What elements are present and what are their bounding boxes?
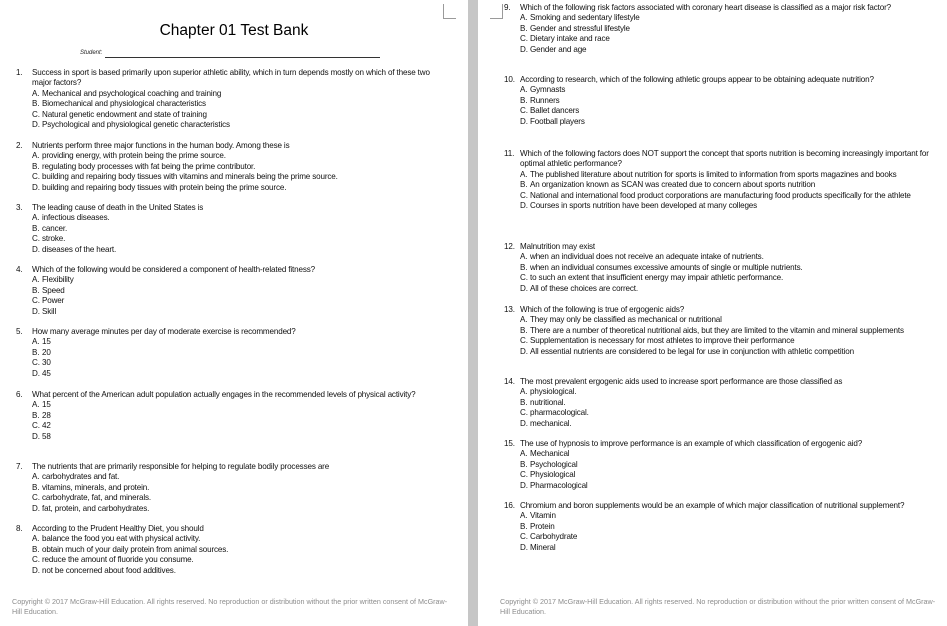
question-text: Which of the following would be considered a component of health-related fitness? [32, 265, 315, 274]
option-letter: D. [32, 368, 40, 378]
answer-option [504, 481, 934, 491]
option-letter: D. [32, 503, 40, 513]
question-number: 9. [504, 3, 511, 12]
option-letter: D. [520, 44, 528, 54]
option-text: Biomechanical and physiological characteristics [42, 99, 206, 109]
option-letter: A. [32, 472, 40, 482]
option-text: balance the food you eat with physical activity. [42, 534, 201, 544]
option-text: Football players [530, 116, 585, 126]
option-text: 30 [42, 358, 51, 368]
question-item [504, 75, 934, 127]
question-item [16, 203, 446, 255]
question-text: The leading cause of death in the United States is [32, 203, 204, 212]
option-text: not be concerned about food additives. [42, 565, 176, 575]
answer-option [504, 106, 934, 116]
option-text: Mineral [530, 542, 556, 552]
option-letter: B. [32, 347, 40, 357]
option-text: mechanical. [530, 418, 572, 428]
option-letter: C. [520, 273, 528, 283]
option-letter: A. [32, 400, 40, 410]
page-title: Chapter 01 Test Bank [159, 22, 309, 39]
answer-option [504, 315, 934, 325]
option-letter: C. [520, 34, 528, 44]
option-text: pharmacological. [530, 408, 589, 418]
answer-option [16, 307, 446, 317]
option-letter: D. [32, 565, 40, 575]
answer-option [504, 96, 934, 106]
option-text: diseases of the heart. [42, 244, 117, 254]
option-text: vitamins, minerals, and protein. [42, 482, 150, 492]
answer-option [504, 284, 934, 294]
option-letter: C. [32, 234, 40, 244]
answer-option [16, 534, 446, 544]
question-stem [504, 242, 934, 252]
question-stem [504, 439, 934, 449]
option-letter: B. [32, 99, 40, 109]
answer-option [16, 337, 446, 347]
question-text: Nutrients perform three major functions in the human body. Among these is [32, 141, 290, 150]
question-item [504, 501, 934, 553]
option-letter: D. [520, 418, 528, 428]
question-text: According to research, which of the following athletic groups appear to be obtaining adequate nutrition? [520, 75, 874, 84]
option-letter: A. [32, 275, 40, 285]
option-text: obtain much of your daily protein from animal sources. [42, 544, 229, 554]
option-text: Skill [42, 306, 57, 316]
option-letter: B. [32, 410, 40, 420]
option-text: 58 [42, 431, 51, 441]
answer-option [504, 470, 934, 480]
question-item [16, 390, 446, 442]
option-text: infectious diseases. [42, 213, 110, 223]
option-text: 42 [42, 421, 51, 431]
option-text: Smoking and sedentary lifestyle [530, 13, 640, 23]
answer-option [16, 483, 446, 493]
answer-option [504, 336, 934, 346]
option-text: regulating body processes with fat being the prime contributor. [42, 161, 256, 171]
question-text: The most prevalent ergogenic aids used to increase sport performance are those classified as [520, 377, 843, 386]
question-stem [16, 327, 446, 337]
answer-option [16, 172, 446, 182]
answer-option [504, 24, 934, 34]
option-letter: B. [32, 285, 40, 295]
option-text: 20 [42, 347, 51, 357]
option-letter: B. [520, 95, 528, 105]
question-text: Which of the following risk factors associated with coronary heart disease is classified as a major risk factor? [520, 3, 891, 12]
option-letter: D. [520, 480, 528, 490]
answer-option [16, 472, 446, 482]
answer-option [504, 543, 934, 553]
question-stem [16, 68, 446, 89]
student-name-line [105, 57, 380, 58]
option-letter: D. [32, 120, 40, 130]
option-text: 15 [42, 337, 51, 347]
answer-option [504, 273, 934, 283]
option-text: building and repairing body tissues with vitamins and minerals being the prime source. [42, 172, 338, 182]
option-text: carbohydrates and fat. [42, 472, 120, 482]
option-text: Physiological [530, 470, 576, 480]
question-stem [504, 3, 934, 13]
question-text: Which of the following is true of ergogenic aids? [520, 305, 685, 314]
option-letter: A. [32, 213, 40, 223]
option-text: 45 [42, 368, 51, 378]
question-stem [504, 501, 934, 511]
question-stem [16, 203, 446, 213]
question-number: 16. [504, 501, 515, 510]
option-text: building and repairing body tissues with protein being the prime source. [42, 182, 287, 192]
answer-option [504, 170, 934, 180]
crop-mark [443, 4, 456, 19]
option-text: Mechanical and psychological coaching and training [42, 88, 222, 98]
question-stem [16, 462, 446, 472]
question-stem [504, 305, 934, 315]
answer-option [16, 411, 446, 421]
option-letter: B. [32, 161, 40, 171]
question-item [504, 439, 934, 491]
question-item [16, 68, 446, 130]
option-text: Dietary intake and race [530, 34, 610, 44]
answer-option [16, 286, 446, 296]
option-text: nutritional. [530, 397, 566, 407]
answer-option [504, 191, 934, 201]
option-text: Protein [530, 521, 555, 531]
question-text: Chromium and boron supplements would be an example of which major classification of nutritional supplement? [520, 501, 905, 510]
option-text: Carbohydrate [530, 532, 578, 542]
answer-option [16, 358, 446, 368]
student-label: Student: [80, 50, 103, 56]
option-letter: C. [520, 532, 528, 542]
answer-option [504, 460, 934, 470]
answer-option [16, 545, 446, 555]
option-text: reduce the amount of fluoride you consume. [42, 555, 194, 565]
question-stem [16, 265, 446, 275]
answer-option [16, 89, 446, 99]
answer-option [504, 85, 934, 95]
option-letter: B. [32, 544, 40, 554]
answer-option [16, 151, 446, 161]
option-text: Gender and stressful lifestyle [530, 23, 630, 33]
option-letter: C. [32, 358, 40, 368]
option-letter: D. [520, 542, 528, 552]
option-letter: A. [520, 449, 528, 459]
option-text: 28 [42, 410, 51, 420]
option-letter: C. [520, 470, 528, 480]
question-stem [16, 141, 446, 151]
option-letter: D. [520, 346, 528, 356]
question-number: 7. [16, 462, 23, 471]
question-text: According to the Prudent Healthy Diet, you should [32, 524, 204, 533]
option-letter: A. [32, 337, 40, 347]
question-text: Which of the following factors does NOT support the concept that sports nutrition is becoming increasingly important for optimal athletic performance? [520, 149, 929, 169]
answer-option [504, 45, 934, 55]
question-item [504, 242, 934, 294]
option-text: providing energy, with protein being the prime source. [42, 151, 226, 161]
question-text: The use of hypnosis to improve performance is an example of which classification of ergogenic aid? [520, 439, 863, 448]
option-text: Gymnasts [530, 85, 566, 95]
option-letter: D. [520, 283, 528, 293]
option-letter: C. [32, 296, 40, 306]
question-text: The nutrients that are primarily responsible for helping to regulate bodily processes are [32, 462, 330, 471]
option-letter: A. [520, 169, 528, 179]
answer-option [504, 252, 934, 262]
option-letter: C. [32, 172, 40, 182]
question-number: 5. [16, 327, 23, 336]
option-letter: C. [520, 106, 528, 116]
option-text: to such an extent that insufficient energy may impair athletic performance. [530, 273, 784, 283]
option-letter: B. [520, 23, 528, 33]
option-text: fat, protein, and carbohydrates. [42, 503, 150, 513]
option-text: Gender and age [530, 44, 587, 54]
question-item [16, 462, 446, 514]
copyright-footer: Copyright © 2017 McGraw-Hill Education. All rights reserved. No reproduction or distribution without the prior written consent of McGraw-Hill Education. [12, 597, 448, 616]
option-letter: D. [32, 431, 40, 441]
option-letter: A. [520, 387, 528, 397]
copyright-footer: Copyright © 2017 McGraw-Hill Education. All rights reserved. No reproduction or distribution without the prior written consent of McGraw-Hill Education. [500, 597, 936, 616]
option-text: National and international food product corporations are manufacturing food products specifically for the athlete [530, 190, 911, 200]
question-number: 13. [504, 305, 515, 314]
question-number: 1. [16, 68, 23, 77]
option-text: They may only be classified as mechanical or nutritional [530, 315, 722, 325]
answer-option [16, 504, 446, 514]
option-text: Supplementation is necessary for most athletes to improve their performance [530, 336, 795, 346]
question-stem [504, 75, 934, 85]
question-number: 15. [504, 439, 515, 448]
question-item [16, 524, 446, 576]
question-text: Success in sport is based primarily upon superior athletic ability, which in turn depends mostly on which of these two major factors? [32, 68, 430, 88]
option-letter: D. [32, 306, 40, 316]
option-text: when an individual consumes excessive amounts of single or multiple nutrients. [530, 262, 803, 272]
option-text: The published literature about nutrition for sports is limited to information from sports magazines and books [530, 169, 897, 179]
option-letter: B. [520, 325, 528, 335]
answer-option [504, 387, 934, 397]
answer-option [504, 522, 934, 532]
answer-option [16, 432, 446, 442]
question-number: 4. [16, 265, 23, 274]
question-number: 8. [16, 524, 23, 533]
option-letter: A. [520, 252, 528, 262]
answer-option [16, 234, 446, 244]
option-letter: A. [32, 534, 40, 544]
option-text: carbohydrate, fat, and minerals. [42, 493, 152, 503]
question-item [504, 305, 934, 357]
option-text: when an individual does not receive an adequate intake of nutrients. [530, 252, 764, 262]
option-letter: A. [520, 85, 528, 95]
answer-option [16, 566, 446, 576]
option-text: Runners [530, 95, 560, 105]
option-letter: B. [520, 262, 528, 272]
option-text: Speed [42, 285, 65, 295]
question-stem [16, 390, 446, 400]
answer-option [16, 555, 446, 565]
question-item [504, 377, 934, 429]
answer-option [504, 263, 934, 273]
question-stem [504, 377, 934, 387]
option-letter: B. [32, 482, 40, 492]
question-number: 2. [16, 141, 23, 150]
option-letter: C. [520, 336, 528, 346]
answer-option [16, 421, 446, 431]
option-text: All essential nutrients are considered to be legal for use in conjunction with athletic competition [530, 346, 854, 356]
option-text: stroke. [42, 234, 66, 244]
answer-option [504, 180, 934, 190]
option-text: Natural genetic endowment and state of training [42, 109, 207, 119]
option-letter: B. [520, 459, 528, 469]
answer-option [16, 369, 446, 379]
option-letter: C. [520, 190, 528, 200]
option-text: Psychological [530, 459, 578, 469]
question-item [16, 265, 446, 317]
answer-option [16, 493, 446, 503]
option-text: Power [42, 296, 65, 306]
question-item [504, 149, 934, 211]
answer-option [16, 400, 446, 410]
option-letter: D. [520, 201, 528, 211]
answer-option [16, 213, 446, 223]
option-letter: A. [32, 151, 40, 161]
question-stem [504, 149, 934, 170]
answer-option [504, 347, 934, 357]
question-number: 11. [504, 149, 515, 158]
answer-option [16, 162, 446, 172]
answer-option [16, 296, 446, 306]
option-letter: C. [32, 109, 40, 119]
option-text: Vitamin [530, 511, 556, 521]
question-number: 12. [504, 242, 515, 251]
option-letter: A. [520, 13, 528, 23]
option-text: All of these choices are correct. [530, 283, 638, 293]
answer-option [504, 398, 934, 408]
option-text: An organization known as SCAN was created due to concern about sports nutrition [530, 180, 816, 190]
answer-option [504, 532, 934, 542]
question-number: 10. [504, 75, 515, 84]
answer-option [504, 419, 934, 429]
option-text: 15 [42, 400, 51, 410]
option-text: There are a number of theoretical nutritional aids, but they are limited to the vitamin and mineral supplements [530, 325, 904, 335]
question-number: 6. [16, 390, 23, 399]
option-letter: A. [520, 315, 528, 325]
option-text: Pharmacological [530, 480, 588, 490]
option-letter: D. [32, 182, 40, 192]
option-letter: C. [32, 421, 40, 431]
answer-option [16, 99, 446, 109]
answer-option [504, 408, 934, 418]
crop-mark [490, 4, 503, 19]
answer-option [16, 224, 446, 234]
answer-option [504, 117, 934, 127]
question-number: 14. [504, 377, 515, 386]
option-letter: B. [32, 223, 40, 233]
answer-option [16, 348, 446, 358]
option-text: Mechanical [530, 449, 570, 459]
option-text: physiological. [530, 387, 577, 397]
question-text: How many average minutes per day of moderate exercise is recommended? [32, 327, 296, 336]
answer-option [504, 511, 934, 521]
option-text: cancer. [42, 223, 68, 233]
answer-option [16, 275, 446, 285]
question-text: What percent of the American adult population actually engages in the recommended levels of physical activity? [32, 390, 416, 399]
option-letter: C. [520, 408, 528, 418]
option-letter: B. [520, 397, 528, 407]
option-letter: D. [32, 244, 40, 254]
option-letter: D. [520, 116, 528, 126]
question-item [16, 327, 446, 379]
answer-option [504, 201, 934, 211]
question-text: Malnutrition may exist [520, 242, 595, 251]
option-letter: B. [520, 180, 528, 190]
answer-option [504, 13, 934, 23]
question-item [504, 3, 934, 55]
answer-option [504, 449, 934, 459]
question-number: 3. [16, 203, 23, 212]
option-letter: A. [32, 88, 40, 98]
option-text: Flexibility [42, 275, 74, 285]
option-letter: A. [520, 511, 528, 521]
option-text: Ballet dancers [530, 106, 580, 116]
option-text: Psychological and physiological genetic characteristics [42, 120, 230, 130]
option-letter: C. [32, 555, 40, 565]
answer-option [504, 326, 934, 336]
answer-option [16, 110, 446, 120]
answer-option [16, 183, 446, 193]
option-text: Courses in sports nutrition have been developed at many colleges [530, 201, 758, 211]
answer-option [16, 120, 446, 130]
answer-option [504, 34, 934, 44]
question-stem [16, 524, 446, 534]
option-letter: B. [520, 521, 528, 531]
answer-option [16, 245, 446, 255]
question-item [16, 141, 446, 193]
option-letter: C. [32, 493, 40, 503]
